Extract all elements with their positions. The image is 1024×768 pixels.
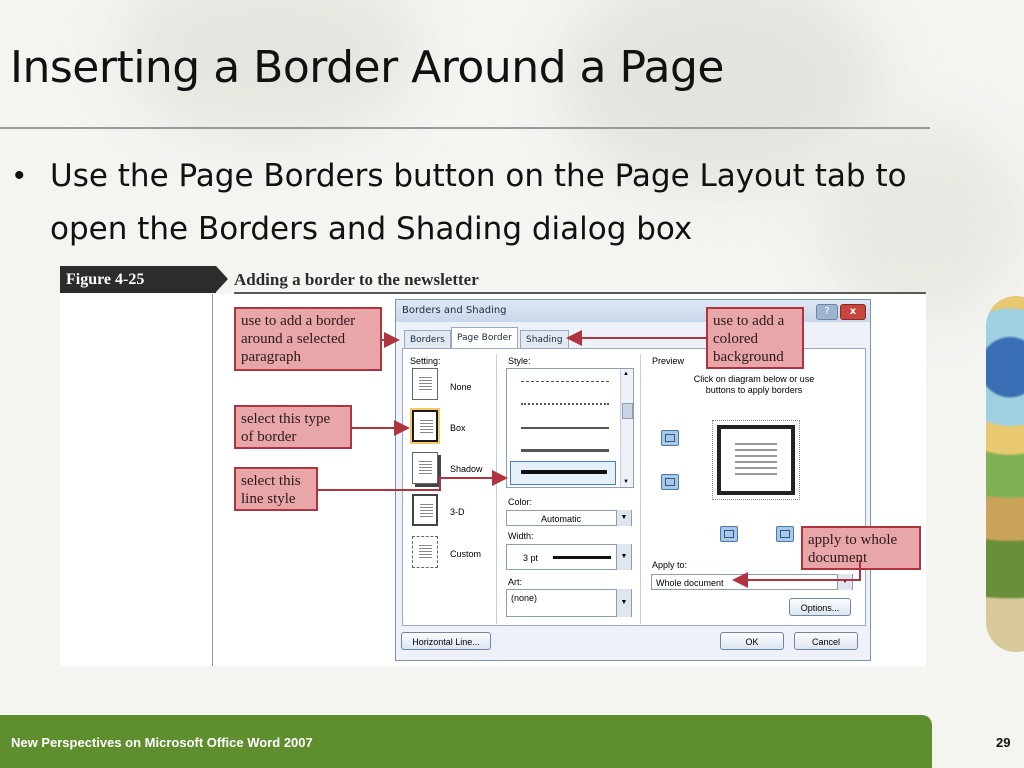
ok-button[interactable]: OK (720, 632, 784, 650)
style-option-selected[interactable] (510, 461, 616, 485)
callout-add-border: use to add a border around a selected paragraph (234, 307, 382, 371)
callout-colored-background: use to add a colored background (706, 307, 804, 369)
top-border-button[interactable] (661, 430, 679, 446)
selected-line-style (521, 470, 607, 474)
setting-3d-icon[interactable] (412, 494, 438, 526)
style-option[interactable] (521, 449, 609, 452)
style-option[interactable] (521, 403, 609, 405)
callout-border-type: select this type of border (234, 405, 352, 449)
setting-shadow-label[interactable]: Shadow (450, 464, 483, 474)
setting-3d-label[interactable]: 3-D (450, 507, 465, 517)
scroll-thumb[interactable] (622, 403, 633, 419)
art-select[interactable] (506, 589, 632, 617)
apply-to-select[interactable] (651, 574, 853, 590)
figure-number: Figure 4-25 (60, 266, 216, 293)
style-option[interactable] (521, 427, 609, 429)
setting-shadow-icon[interactable] (412, 452, 438, 484)
right-border-button[interactable] (776, 526, 794, 542)
cancel-button[interactable]: Cancel (794, 632, 858, 650)
art-label: Art: (508, 577, 523, 587)
chevron-down-icon[interactable]: ▼ (616, 589, 631, 617)
panel-divider (496, 354, 497, 624)
width-value: 3 pt (523, 553, 539, 563)
bullet-text: Use the Page Borders button on the Page Layout tab to open the Borders and Shading dialog box (50, 158, 907, 247)
color-value: Automatic (541, 514, 582, 524)
apply-value: Whole document (656, 578, 724, 588)
options-button[interactable]: Options... (789, 598, 851, 616)
close-button[interactable]: x (840, 304, 866, 320)
preview-page[interactable] (717, 425, 795, 495)
width-sample-line (553, 556, 611, 559)
setting-custom-label[interactable]: Custom (450, 549, 482, 559)
figure-arrow-icon (216, 266, 228, 292)
chevron-down-icon[interactable]: ▼ (837, 574, 852, 590)
tab-borders[interactable]: Borders (404, 330, 451, 349)
tab-page-border[interactable]: Page Border (451, 327, 518, 349)
figure-divider (212, 294, 213, 666)
color-label: Color: (508, 497, 533, 507)
setting-none-icon[interactable] (412, 368, 438, 400)
scroll-up-icon[interactable]: ▲ (623, 371, 629, 377)
dialog-title: Borders and Shading (402, 305, 507, 316)
art-value: (none) (511, 593, 538, 603)
setting-label: Setting: (410, 356, 441, 366)
setting-none-label[interactable]: None (450, 382, 472, 392)
tab-shading[interactable]: Shading (520, 330, 569, 349)
color-select[interactable] (506, 510, 632, 526)
bullet-item (14, 150, 974, 256)
slide-title: Inserting a Border Around a Page (10, 42, 724, 93)
preview-label: Preview (652, 356, 685, 366)
footer-bar (0, 715, 932, 768)
style-list[interactable] (506, 368, 634, 488)
help-button[interactable]: ? (816, 304, 838, 320)
figure-header (60, 266, 926, 293)
scroll-down-icon[interactable]: ▼ (623, 479, 629, 485)
style-option[interactable] (521, 381, 609, 382)
width-label: Width: (508, 531, 534, 541)
bullet-icon: • (14, 159, 25, 192)
panel-divider (640, 354, 641, 624)
width-select[interactable] (506, 544, 632, 570)
chevron-down-icon[interactable]: ▼ (616, 510, 631, 526)
style-scrollbar[interactable] (620, 369, 633, 487)
peacock-feather-image (986, 296, 1024, 652)
figure-title: Adding a border to the newsletter (234, 270, 479, 289)
setting-custom-icon[interactable] (412, 536, 438, 568)
preview-hint: Click on diagram below or use buttons to apply borders (693, 374, 815, 395)
page-number: 29 (996, 735, 1011, 750)
footer-text: New Perspectives on Microsoft Office Word 2007 (11, 735, 313, 750)
callout-whole-document: apply to whole document (801, 526, 921, 570)
border-preview[interactable] (712, 420, 800, 500)
style-label: Style: (508, 356, 531, 366)
left-border-button[interactable] (720, 526, 738, 542)
chevron-down-icon[interactable]: ▼ (616, 544, 631, 570)
setting-box-icon[interactable] (412, 410, 438, 442)
callout-line-style: select this line style (234, 467, 318, 511)
horizontal-line-button[interactable]: Horizontal Line... (401, 632, 491, 650)
apply-label: Apply to: (652, 560, 688, 570)
setting-box-label[interactable]: Box (450, 423, 466, 433)
title-divider (0, 127, 930, 129)
bottom-border-button[interactable] (661, 474, 679, 490)
